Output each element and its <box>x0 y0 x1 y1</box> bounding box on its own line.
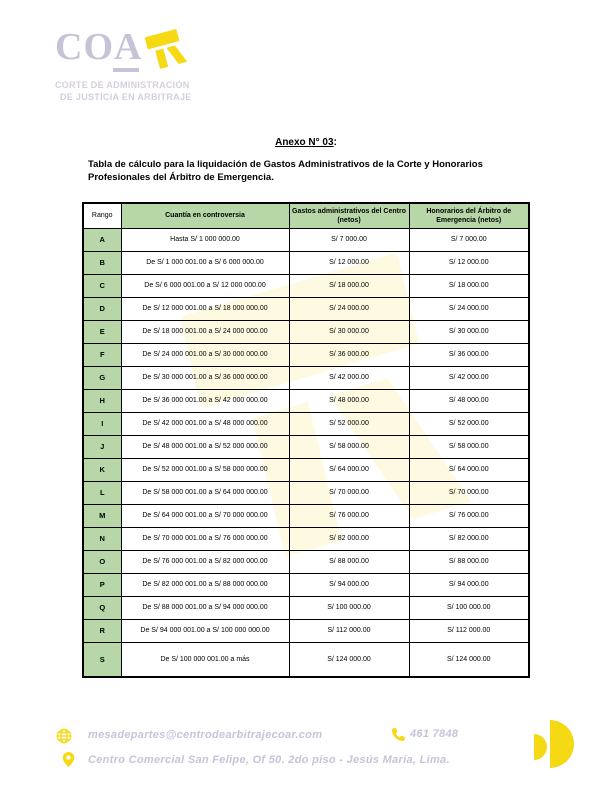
rango-cell: D <box>83 298 121 321</box>
cuantia-cell: De S/ 36 000 001.00 a S/ 42 000 000.00 <box>121 390 289 413</box>
rango-cell: J <box>83 436 121 459</box>
rango-cell: A <box>83 229 121 252</box>
cuantia-cell: De S/ 76 000 001.00 a S/ 82 000 000.00 <box>121 551 289 574</box>
rango-cell: Q <box>83 597 121 620</box>
cuantia-cell: De S/ 24 000 001.00 a S/ 30 000 000.00 <box>121 344 289 367</box>
table-row <box>83 528 529 551</box>
table-header-row <box>83 203 529 229</box>
honorarios-cell: S/ 52 000.00 <box>409 413 529 436</box>
gastos-cell: S/ 48 000.00 <box>289 390 409 413</box>
tagline-line2: DE JUSTICIA EN ARBITRAJE <box>60 92 192 103</box>
honorarios-cell: S/ 24 000.00 <box>409 298 529 321</box>
honorarios-cell: S/ 88 000.00 <box>409 551 529 574</box>
logo-wordmark: COA <box>55 26 143 68</box>
gastos-cell: S/ 7 000.00 <box>289 229 409 252</box>
cuantia-cell: De S/ 94 000 001.00 a S/ 100 000 000.00 <box>121 620 289 643</box>
rango-cell: S <box>83 643 121 678</box>
honorarios-cell: S/ 58 000.00 <box>409 436 529 459</box>
honorarios-cell: S/ 48 000.00 <box>409 390 529 413</box>
table-row <box>83 551 529 574</box>
honorarios-cell: S/ 112 000.00 <box>409 620 529 643</box>
rango-cell: G <box>83 367 121 390</box>
cuantia-cell: De S/ 42 000 001.00 a S/ 48 000 000.00 <box>121 413 289 436</box>
honorarios-cell: S/ 64 000.00 <box>409 459 529 482</box>
rango-cell: O <box>83 551 121 574</box>
cuantia-cell: De S/ 100 000 001.00 a más <box>121 643 289 678</box>
table-row <box>83 367 529 390</box>
gastos-cell: S/ 100 000.00 <box>289 597 409 620</box>
gastos-cell: S/ 52 000.00 <box>289 413 409 436</box>
honorarios-cell: S/ 12 000.00 <box>409 252 529 275</box>
page-title-colon: : <box>333 137 337 148</box>
honorarios-cell: S/ 94 000.00 <box>409 574 529 597</box>
table-row <box>83 643 529 678</box>
cuantia-cell: De S/ 70 000 001.00 a S/ 76 000 000.00 <box>121 528 289 551</box>
rango-cell: N <box>83 528 121 551</box>
rango-cell: L <box>83 482 121 505</box>
rango-cell: K <box>83 459 121 482</box>
table-row <box>83 597 529 620</box>
table-row <box>83 482 529 505</box>
gastos-cell: S/ 70 000.00 <box>289 482 409 505</box>
page-title <box>0 137 612 148</box>
footer-email: mesadepartes@centrodearbitrajecoar.com <box>88 729 323 741</box>
honorarios-cell: S/ 36 000.00 <box>409 344 529 367</box>
coar-logo <box>55 28 192 103</box>
logo-tagline <box>55 79 192 103</box>
gastos-cell: S/ 12 000.00 <box>289 252 409 275</box>
gastos-cell: S/ 42 000.00 <box>289 367 409 390</box>
table-row <box>83 436 529 459</box>
rango-cell: B <box>83 252 121 275</box>
rango-cell: M <box>83 505 121 528</box>
gastos-cell: S/ 64 000.00 <box>289 459 409 482</box>
honorarios-cell: S/ 70 000.00 <box>409 482 529 505</box>
cuantia-cell: De S/ 30 000 001.00 a S/ 36 000 000.00 <box>121 367 289 390</box>
honorarios-cell: S/ 76 000.00 <box>409 505 529 528</box>
page-title-text: Anexo N° 03 <box>275 137 334 148</box>
rango-cell: P <box>83 574 121 597</box>
cuantia-cell: De S/ 18 000 001.00 a S/ 24 000 000.00 <box>121 321 289 344</box>
cuantia-cell: De S/ 64 000 001.00 a S/ 70 000 000.00 <box>121 505 289 528</box>
gastos-cell: S/ 112 000.00 <box>289 620 409 643</box>
rango-cell: I <box>83 413 121 436</box>
honorarios-cell: S/ 42 000.00 <box>409 367 529 390</box>
cuantia-cell: De S/ 12 000 001.00 a S/ 18 000 000.00 <box>121 298 289 321</box>
corner-decoration-icon <box>528 718 582 774</box>
gastos-cell: S/ 76 000.00 <box>289 505 409 528</box>
rango-cell: C <box>83 275 121 298</box>
gastos-cell: S/ 82 000.00 <box>289 528 409 551</box>
cuantia-cell: De S/ 82 000 001.00 a S/ 88 000 000.00 <box>121 574 289 597</box>
gastos-cell: S/ 94 000.00 <box>289 574 409 597</box>
gastos-cell: S/ 88 000.00 <box>289 551 409 574</box>
footer-address: Centro Comercial San Felipe, Of 50. 2do piso - Jesús María, Lima. <box>88 754 450 766</box>
cuantia-cell: De S/ 58 000 001.00 a S/ 64 000 000.00 <box>121 482 289 505</box>
fees-table <box>82 202 530 678</box>
gastos-cell: S/ 30 000.00 <box>289 321 409 344</box>
honorarios-cell: S/ 30 000.00 <box>409 321 529 344</box>
table-row <box>83 298 529 321</box>
gavel-r-logo-icon <box>144 28 184 70</box>
gastos-cell: S/ 18 000.00 <box>289 275 409 298</box>
table-row <box>83 413 529 436</box>
table-row <box>83 459 529 482</box>
cuantia-cell: De S/ 6 000 001.00 a S/ 12 000 000.00 <box>121 275 289 298</box>
table-row <box>83 620 529 643</box>
table-row <box>83 252 529 275</box>
cuantia-cell: De S/ 88 000 001.00 a S/ 94 000 000.00 <box>121 597 289 620</box>
gastos-cell: S/ 58 000.00 <box>289 436 409 459</box>
header-cuantia: Cuantía en controversia <box>121 203 289 229</box>
honorarios-cell: S/ 124 000.00 <box>409 643 529 678</box>
table-row <box>83 390 529 413</box>
table-row <box>83 505 529 528</box>
rango-cell: R <box>83 620 121 643</box>
cuantia-cell: Hasta S/ 1 000 000.00 <box>121 229 289 252</box>
rango-cell: H <box>83 390 121 413</box>
gastos-cell: S/ 124 000.00 <box>289 643 409 678</box>
table-row <box>83 229 529 252</box>
header-honorarios: Honorarios del Árbitro de Emergencia (netos) <box>409 203 529 229</box>
globe-icon <box>56 728 72 744</box>
header-rango: Rango <box>83 203 121 229</box>
rango-cell: E <box>83 321 121 344</box>
header-gastos: Gastos administrativos del Centro (netos) <box>289 203 409 229</box>
cuantia-cell: De S/ 48 000 001.00 a S/ 52 000 000.00 <box>121 436 289 459</box>
location-pin-icon <box>62 751 75 768</box>
honorarios-cell: S/ 18 000.00 <box>409 275 529 298</box>
intro-paragraph: Tabla de cálculo para la liquidación de Gastos Administrativos de la Corte y Honorarios Profesionales del Árbitro de Emergencia. <box>88 159 483 184</box>
honorarios-cell: S/ 100 000.00 <box>409 597 529 620</box>
honorarios-cell: S/ 82 000.00 <box>409 528 529 551</box>
gastos-cell: S/ 24 000.00 <box>289 298 409 321</box>
phone-icon <box>392 728 405 741</box>
tagline-line1: CORTE DE ADMINISTRACIÓN <box>55 80 190 90</box>
rango-cell: F <box>83 344 121 367</box>
cuantia-cell: De S/ 1 000 001.00 a S/ 6 000 000.00 <box>121 252 289 275</box>
table-row <box>83 275 529 298</box>
honorarios-cell: S/ 7 000.00 <box>409 229 529 252</box>
table-row <box>83 574 529 597</box>
cuantia-cell: De S/ 52 000 001.00 a S/ 58 000 000.00 <box>121 459 289 482</box>
gastos-cell: S/ 36 000.00 <box>289 344 409 367</box>
table-row <box>83 321 529 344</box>
logo-sound-block <box>113 68 139 72</box>
footer-phone: 461 7848 <box>410 728 459 740</box>
table-row <box>83 344 529 367</box>
